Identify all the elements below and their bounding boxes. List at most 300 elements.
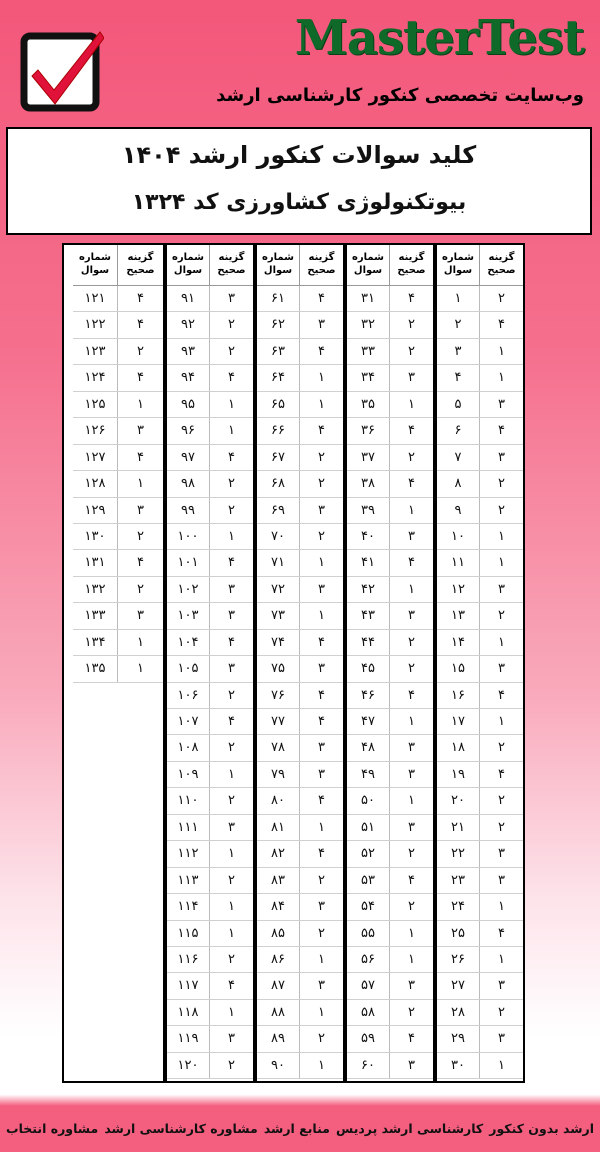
answer-cell: ۴ [318, 634, 325, 650]
footer-link[interactable]: کارشناسی ارشد پردیس [336, 1120, 484, 1136]
answer-cell: ۴ [318, 343, 325, 359]
answer-cell: ۱ [498, 1057, 505, 1073]
question-number-cell: ۹۲ [167, 312, 210, 337]
answer-cell: ۲ [318, 1031, 325, 1047]
brand-name[interactable]: MasterTest [294, 10, 584, 66]
table-row [167, 630, 253, 656]
answer-cell: ۱ [228, 846, 235, 862]
question-number-cell: ۷۵ [257, 656, 300, 681]
question-number-cell: ۸۳ [257, 868, 300, 893]
footer-link[interactable]: منابع ارشد [263, 1120, 330, 1136]
answer-cell: ۱ [318, 1004, 325, 1020]
table-row [347, 815, 433, 841]
question-number-cell: ۸۶ [257, 947, 300, 972]
answer-cell: ۱ [137, 634, 144, 650]
table-row [437, 365, 523, 391]
table-row [347, 868, 433, 894]
table-row [73, 445, 163, 471]
question-number-cell: ۱۰۵ [167, 656, 210, 681]
question-number-cell: ۱۰۲ [167, 577, 210, 602]
table-row [347, 921, 433, 947]
answer-cell: ۱ [228, 766, 235, 782]
table-row [437, 524, 523, 550]
question-number-cell: ۱۱۳ [167, 868, 210, 893]
question-number-cell: ۷۷ [257, 709, 300, 734]
question-number-cell: ۴۲ [347, 577, 390, 602]
answer-cell: ۱ [498, 634, 505, 650]
footer-link[interactable]: مشاوره انتخاب [6, 1120, 99, 1136]
answer-cell: ۳ [408, 528, 415, 544]
question-number-cell: ۵۲ [347, 841, 390, 866]
table-row [167, 312, 253, 338]
table-row [167, 868, 253, 894]
answer-cell: ۱ [408, 714, 415, 729]
answer-cell: ۴ [408, 291, 415, 306]
table-row [167, 418, 253, 444]
table-row [257, 973, 343, 999]
table-row [167, 550, 253, 576]
header-question-number: شماره سوال [257, 245, 300, 285]
answer-cell: ۴ [408, 423, 415, 439]
question-number-cell: ۶۹ [257, 498, 300, 523]
question-number-cell: ۹۰ [257, 1053, 300, 1078]
table-row [347, 1053, 433, 1079]
question-number-cell: ۴۸ [347, 735, 390, 760]
answer-cell: ۲ [137, 581, 144, 597]
table-row [437, 630, 523, 656]
question-number-cell: ۲۹ [437, 1026, 480, 1051]
question-number-cell: ۳۴ [347, 365, 390, 390]
table-row [437, 312, 523, 338]
answer-cell: ۱ [498, 555, 505, 571]
question-number-cell: ۵۷ [347, 973, 390, 998]
question-number-cell: ۸۹ [257, 1026, 300, 1051]
answer-cell: ۴ [408, 555, 415, 571]
question-number-cell: ۷ [437, 445, 480, 470]
answer-cell: ۳ [408, 608, 415, 624]
answer-cell: ۱ [498, 951, 505, 967]
table-row [437, 392, 523, 418]
answer-cell: ۴ [228, 370, 235, 386]
answer-cell: ۳ [318, 317, 325, 333]
question-number-cell: ۱۳۴ [73, 630, 118, 655]
question-number-cell: ۷۰ [257, 524, 300, 549]
table-row [437, 1000, 523, 1026]
table-row [257, 656, 343, 682]
table-row [347, 577, 433, 603]
table-row [257, 1026, 343, 1052]
site-tagline: وب‌سایت تخصصی کنکور کارشناسی ارشد [216, 85, 584, 106]
question-number-cell: ۴۳ [347, 603, 390, 628]
answer-cell: ۲ [228, 1057, 235, 1073]
table-row [73, 286, 163, 312]
table-row [73, 577, 163, 603]
table-row [167, 498, 253, 524]
table-row [347, 418, 433, 444]
question-number-cell: ۸۸ [257, 1000, 300, 1025]
question-number-cell: ۷۹ [257, 762, 300, 787]
table-row [167, 815, 253, 841]
table-row [167, 947, 253, 973]
answer-cell: ۱ [408, 951, 415, 967]
answer-cell: ۳ [498, 1031, 505, 1047]
table-row [437, 709, 523, 735]
answer-cell: ۳ [318, 581, 325, 597]
header-question-number: شماره سوال [437, 245, 480, 285]
question-number-cell: ۱۲۹ [73, 498, 118, 523]
table-row [167, 709, 253, 735]
table-row [257, 418, 343, 444]
question-number-cell: ۳۰ [437, 1053, 480, 1078]
answer-cell: ۳ [408, 819, 415, 835]
answer-cell: ۱ [408, 502, 415, 518]
question-number-cell: ۱۲۵ [73, 392, 118, 417]
table-row [437, 656, 523, 682]
table-row [437, 788, 523, 814]
question-number-cell: ۳۸ [347, 471, 390, 496]
table-row [167, 894, 253, 920]
table-row [257, 868, 343, 894]
answer-cell: ۴ [137, 370, 144, 386]
answer-cell: ۱ [137, 661, 144, 677]
answer-cell: ۲ [408, 634, 415, 650]
answer-cell: ۴ [498, 766, 505, 782]
table-row [437, 947, 523, 973]
table-row [437, 1053, 523, 1079]
answer-cell: ۱ [228, 925, 235, 941]
table-row [437, 286, 523, 312]
answer-cell: ۴ [408, 687, 415, 703]
answer-cell: ۳ [137, 423, 144, 439]
answer-cell: ۱ [318, 1057, 325, 1073]
answer-cell: ۲ [408, 343, 415, 359]
answer-key-table [62, 243, 525, 1083]
question-number-cell: ۹۶ [167, 418, 210, 443]
answer-cell: ۱ [137, 396, 144, 412]
table-row [347, 841, 433, 867]
table-row [347, 762, 433, 788]
table-row [347, 445, 433, 471]
table-row [347, 286, 433, 312]
table-row [347, 894, 433, 920]
answer-cell: ۱ [498, 528, 505, 544]
table-row [437, 471, 523, 497]
answer-cell: ۱ [228, 899, 235, 915]
answer-column-group [73, 245, 163, 1081]
table-row [257, 524, 343, 550]
header-correct-answer: گزینه صحیح [397, 252, 426, 276]
question-number-cell: ۶ [437, 418, 480, 443]
question-number-cell: ۲ [437, 312, 480, 337]
table-row [437, 894, 523, 920]
table-row [437, 339, 523, 365]
table-row [257, 921, 343, 947]
answer-cell: ۳ [318, 978, 325, 994]
table-row [257, 947, 343, 973]
question-number-cell: ۶۵ [257, 392, 300, 417]
answer-cell: ۳ [498, 872, 505, 888]
question-number-cell: ۳۹ [347, 498, 390, 523]
answer-cell: ۴ [408, 1031, 415, 1047]
question-number-cell: ۲۲ [437, 841, 480, 866]
answer-cell: ۴ [228, 978, 235, 994]
answer-cell: ۴ [137, 449, 144, 465]
table-row [167, 286, 253, 312]
answer-cell: ۳ [318, 740, 325, 756]
question-number-cell: ۵۹ [347, 1026, 390, 1051]
table-row [347, 339, 433, 365]
answer-cell: ۱ [498, 343, 505, 359]
question-number-cell: ۱ [437, 286, 480, 311]
answer-cell: ۴ [318, 291, 325, 306]
table-row [347, 603, 433, 629]
column-header [167, 245, 253, 286]
answer-cell: ۲ [318, 925, 325, 941]
answer-cell: ۳ [498, 661, 505, 677]
answer-cell: ۱ [228, 423, 235, 439]
question-number-cell: ۳۱ [347, 286, 390, 311]
question-number-cell: ۱۲۰ [167, 1053, 210, 1078]
table-row [437, 762, 523, 788]
column-header [437, 245, 523, 286]
question-number-cell: ۹۸ [167, 471, 210, 496]
question-number-cell: ۸۵ [257, 921, 300, 946]
table-row [257, 788, 343, 814]
answer-cell: ۳ [228, 819, 235, 835]
question-number-cell: ۴۴ [347, 630, 390, 655]
question-number-cell: ۴۵ [347, 656, 390, 681]
table-row [73, 392, 163, 418]
answer-cell: ۱ [408, 396, 415, 412]
table-row [257, 1000, 343, 1026]
answer-cell: ۳ [498, 449, 505, 465]
question-number-cell: ۱۸ [437, 735, 480, 760]
question-number-cell: ۴ [437, 365, 480, 390]
question-number-cell: ۱۱۱ [167, 815, 210, 840]
answer-cell: ۲ [318, 476, 325, 492]
table-row [257, 709, 343, 735]
question-number-cell: ۱۱۴ [167, 894, 210, 919]
answer-cell: ۲ [498, 608, 505, 624]
answer-cell: ۴ [408, 872, 415, 888]
answer-cell: ۴ [228, 714, 235, 729]
question-number-cell: ۲۶ [437, 947, 480, 972]
answer-cell: ۱ [498, 899, 505, 915]
table-row [437, 577, 523, 603]
answer-cell: ۴ [498, 423, 505, 439]
answer-cell: ۴ [318, 423, 325, 439]
table-row [347, 973, 433, 999]
question-number-cell: ۱۲۴ [73, 365, 118, 390]
footer-link[interactable]: ارشد بدون کنکور [489, 1120, 594, 1136]
table-row [437, 603, 523, 629]
table-row [167, 921, 253, 947]
answer-cell: ۲ [498, 476, 505, 492]
answer-cell: ۳ [498, 846, 505, 862]
answer-cell: ۱ [137, 476, 144, 492]
table-row [257, 1053, 343, 1079]
table-row [347, 550, 433, 576]
question-number-cell: ۱۰۸ [167, 735, 210, 760]
answer-column-group [253, 245, 343, 1081]
question-number-cell: ۳۲ [347, 312, 390, 337]
answer-cell: ۲ [228, 872, 235, 888]
question-number-cell: ۹۹ [167, 498, 210, 523]
table-row [347, 392, 433, 418]
table-row [347, 709, 433, 735]
answer-cell: ۲ [228, 476, 235, 492]
question-number-cell: ۹۳ [167, 339, 210, 364]
question-number-cell: ۱۱۵ [167, 921, 210, 946]
question-number-cell: ۷۶ [257, 683, 300, 708]
answer-cell: ۳ [137, 502, 144, 518]
answer-cell: ۴ [408, 476, 415, 492]
question-number-cell: ۳۳ [347, 339, 390, 364]
table-row [257, 577, 343, 603]
answer-cell: ۲ [318, 449, 325, 465]
question-number-cell: ۲۷ [437, 973, 480, 998]
header-question-number: شماره سوال [347, 245, 390, 285]
question-number-cell: ۲۰ [437, 788, 480, 813]
answer-cell: ۳ [318, 502, 325, 518]
column-header [257, 245, 343, 286]
table-row [347, 788, 433, 814]
answer-cell: ۳ [498, 581, 505, 597]
table-row [167, 762, 253, 788]
question-number-cell: ۱۰۳ [167, 603, 210, 628]
table-row [73, 365, 163, 391]
answer-cell: ۲ [408, 846, 415, 862]
question-number-cell: ۶۴ [257, 365, 300, 390]
answer-cell: ۲ [137, 528, 144, 544]
table-row [437, 735, 523, 761]
table-row [437, 973, 523, 999]
answer-cell: ۳ [228, 1031, 235, 1047]
header-question-number: شماره سوال [73, 245, 118, 285]
table-row [347, 947, 433, 973]
table-row [257, 841, 343, 867]
table-row [73, 312, 163, 338]
question-number-cell: ۱۰۹ [167, 762, 210, 787]
answer-cell: ۴ [137, 317, 144, 333]
question-number-cell: ۱۶ [437, 683, 480, 708]
question-number-cell: ۵۰ [347, 788, 390, 813]
question-number-cell: ۱۰۷ [167, 709, 210, 734]
answer-cell: ۱ [408, 793, 415, 809]
question-number-cell: ۶۰ [347, 1053, 390, 1078]
table-row [437, 550, 523, 576]
answer-column-group [433, 245, 523, 1081]
table-row [167, 841, 253, 867]
answer-cell: ۲ [137, 343, 144, 359]
answer-cell: ۲ [498, 1004, 505, 1020]
table-row [257, 445, 343, 471]
question-number-cell: ۵ [437, 392, 480, 417]
answer-cell: ۴ [137, 291, 144, 306]
question-number-cell: ۸۱ [257, 815, 300, 840]
answer-cell: ۱ [318, 951, 325, 967]
table-row [167, 788, 253, 814]
table-row [347, 630, 433, 656]
table-row [73, 656, 163, 682]
question-number-cell: ۵۸ [347, 1000, 390, 1025]
table-row [347, 312, 433, 338]
table-row [257, 550, 343, 576]
table-row [437, 418, 523, 444]
question-number-cell: ۷۱ [257, 550, 300, 575]
page-title: کلید سوالات کنکور ارشد ۱۴۰۴ [121, 141, 477, 169]
question-number-cell: ۷۳ [257, 603, 300, 628]
table-row [257, 286, 343, 312]
question-number-cell: ۱۲۸ [73, 471, 118, 496]
answer-cell: ۲ [228, 317, 235, 333]
question-number-cell: ۶۳ [257, 339, 300, 364]
table-row [257, 683, 343, 709]
table-row [257, 894, 343, 920]
table-row [347, 1026, 433, 1052]
question-number-cell: ۸۰ [257, 788, 300, 813]
table-row [167, 683, 253, 709]
table-row [167, 603, 253, 629]
answer-cell: ۲ [228, 502, 235, 518]
question-number-cell: ۳۵ [347, 392, 390, 417]
answer-cell: ۲ [318, 528, 325, 544]
table-row [73, 418, 163, 444]
footer-link[interactable]: مشاوره کارشناسی ارشد [104, 1120, 258, 1136]
table-row [167, 392, 253, 418]
answer-cell: ۱ [318, 370, 325, 386]
question-number-cell: ۱۰۶ [167, 683, 210, 708]
table-row [73, 630, 163, 656]
question-number-cell: ۷۴ [257, 630, 300, 655]
question-number-cell: ۱۲۳ [73, 339, 118, 364]
question-number-cell: ۸۷ [257, 973, 300, 998]
question-number-cell: ۳۶ [347, 418, 390, 443]
answer-cell: ۱ [228, 396, 235, 412]
question-number-cell: ۸۴ [257, 894, 300, 919]
question-number-cell: ۱۰۱ [167, 550, 210, 575]
question-number-cell: ۸۲ [257, 841, 300, 866]
answer-cell: ۱ [228, 1004, 235, 1020]
question-number-cell: ۱۷ [437, 709, 480, 734]
table-row [347, 683, 433, 709]
answer-cell: ۴ [498, 925, 505, 941]
table-row [73, 498, 163, 524]
answer-cell: ۴ [228, 555, 235, 571]
table-row [167, 656, 253, 682]
answer-cell: ۳ [408, 978, 415, 994]
question-number-cell: ۱۰ [437, 524, 480, 549]
question-number-cell: ۶۱ [257, 286, 300, 311]
answer-cell: ۳ [228, 291, 235, 306]
question-number-cell: ۴۹ [347, 762, 390, 787]
answer-cell: ۳ [408, 1057, 415, 1073]
table-row [257, 630, 343, 656]
answer-cell: ۳ [228, 608, 235, 624]
table-row [167, 735, 253, 761]
table-row [257, 471, 343, 497]
table-row [257, 498, 343, 524]
checkmark-logo-icon[interactable] [20, 30, 104, 112]
table-row [437, 921, 523, 947]
answer-cell: ۳ [228, 661, 235, 677]
column-header [73, 245, 163, 286]
answer-cell: ۲ [318, 872, 325, 888]
question-number-cell: ۱۳۲ [73, 577, 118, 602]
title-box [6, 127, 592, 235]
answer-cell: ۲ [228, 951, 235, 967]
question-number-cell: ۱۱۹ [167, 1026, 210, 1051]
